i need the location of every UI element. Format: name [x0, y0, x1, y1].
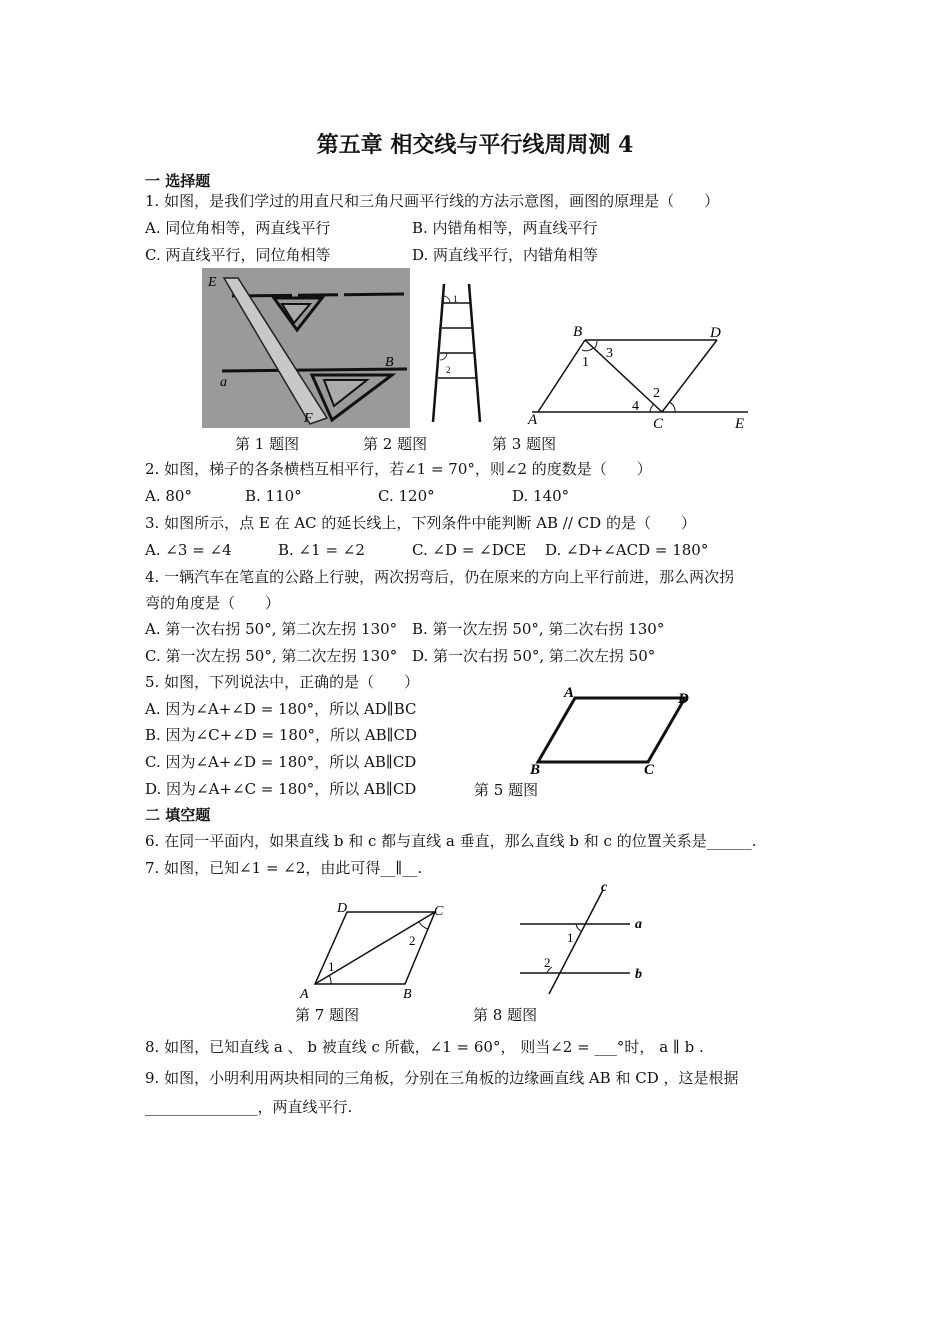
q2-option-b: B. 110°: [245, 487, 302, 505]
fig8-angle-1: 1: [567, 930, 574, 945]
page-title: 第五章 相交线与平行线周周测 4: [316, 132, 634, 158]
fig8-angle-2: 2: [544, 955, 551, 970]
q2-stem: 2. 如图，梯子的各条横档互相平行，若∠1 = 70°，则∠2 的度数是（ ）: [145, 460, 652, 478]
fig3-label-a: A: [528, 412, 538, 428]
fig8-label-a: a: [635, 917, 642, 932]
fig3-label-b: B: [573, 324, 583, 340]
q5-option-c: C. 因为∠A+∠D = 180°，所以 AB∥CD: [145, 753, 417, 771]
section-choice-heading: 一 选择题: [145, 172, 211, 190]
fig8-label-c: c: [601, 880, 608, 895]
q5-stem: 5. 如图，下列说法中，正确的是（ ）: [145, 673, 420, 691]
caption-figure-2: 第 2 题图: [363, 435, 428, 453]
fig7-label-b: B: [403, 987, 412, 1002]
q1-option-d: D. 两直线平行，内错角相等: [412, 246, 599, 264]
fig3-label-e: E: [735, 416, 745, 430]
q1-option-b: B. 内错角相等，两直线平行: [412, 219, 598, 237]
q8-stem: 8. 如图，已知直线 a 、 b 被直线 c 所截，∠1 = 60°， 则当∠2 = ___°时， a ∥ b .: [145, 1038, 704, 1056]
figure-1-ruler-triangle: [202, 268, 410, 428]
fig3-label-c: C: [653, 416, 664, 430]
fig5-label-d: D: [678, 691, 689, 707]
q4-option-d: D. 第一次右拐 50°, 第二次左拐 50°: [412, 647, 656, 665]
caption-figure-5: 第 5 题图: [474, 781, 539, 799]
figure-5-parallelogram: [520, 682, 710, 777]
q2-option-a: A. 80°: [145, 487, 192, 505]
fig3-angle-1: 1: [582, 355, 589, 370]
q5-option-b: B. 因为∠C+∠D = 180°，所以 AB∥CD: [145, 726, 418, 744]
fig3-label-d: D: [710, 325, 721, 341]
fig5-label-b: B: [530, 762, 541, 777]
figure-3-parallelogram: [520, 320, 760, 430]
fig1-label-e: E: [208, 275, 217, 290]
q5-option-a: A. 因为∠A+∠D = 180°，所以 AD∥BC: [145, 700, 417, 718]
q1-option-c: C. 两直线平行，同位角相等: [145, 246, 331, 264]
fig7-label-a: A: [300, 987, 309, 1002]
q3-option-b: B. ∠1 = ∠2: [278, 541, 365, 559]
fig3-angle-2: 2: [653, 386, 660, 401]
fig7-angle-2: 2: [409, 933, 416, 948]
fig8-label-b: b: [635, 967, 642, 982]
q4-option-b: B. 第一次左拐 50°, 第二次右拐 130°: [412, 620, 665, 638]
q9-stem-line2: _______________，两直线平行.: [145, 1098, 353, 1116]
q3-option-c: C. ∠D = ∠DCE: [412, 541, 527, 559]
figure-2-ladder: [428, 280, 498, 425]
fig5-label-a: A: [564, 685, 575, 701]
q5-option-d: D. 因为∠A+∠C = 180°，所以 AB∥CD: [145, 780, 417, 798]
q1-option-a: A. 同位角相等，两直线平行: [145, 219, 331, 237]
q4-option-c: C. 第一次左拐 50°, 第二次左拐 130°: [145, 647, 398, 665]
q4-stem-line2: 弯的角度是（ ）: [145, 594, 281, 612]
fig5-label-c: C: [644, 762, 655, 777]
fig2-angle-1: 1: [453, 294, 458, 304]
figure-7-parallelogram: [295, 898, 455, 1003]
q6-stem: 6. 在同一平面内，如果直线 b 和 c 都与直线 a 垂直，那么直线 b 和 c 的位置关系是______.: [145, 832, 757, 850]
fig2-angle-2: 2: [446, 365, 451, 375]
q3-stem: 3. 如图所示，点 E 在 AC 的延长线上，下列条件中能判断 AB // CD 的是（ ）: [145, 514, 696, 532]
fig7-label-c: C: [434, 904, 444, 919]
q9-stem-line1: 9. 如图，小明利用两块相同的三角板，分别在三角板的边缘画直线 AB 和 CD ，这是根据: [145, 1069, 739, 1087]
fig3-angle-3: 3: [606, 346, 613, 361]
q2-option-c: C. 120°: [378, 487, 435, 505]
section-fill-heading: 二 填空题: [145, 806, 211, 824]
q4-option-a: A. 第一次右拐 50°, 第二次左拐 130°: [145, 620, 398, 638]
fig7-angle-1: 1: [328, 959, 335, 974]
fig1-label-b: B: [385, 355, 394, 370]
caption-figure-3: 第 3 题图: [492, 435, 557, 453]
caption-figure-7: 第 7 题图: [295, 1006, 360, 1024]
fig1-label-a: a: [220, 375, 227, 390]
fig3-angle-4: 4: [632, 399, 639, 414]
caption-figure-8: 第 8 题图: [473, 1006, 538, 1024]
caption-figure-1: 第 1 题图: [235, 435, 300, 453]
fig1-label-f: F: [304, 411, 313, 426]
q2-option-d: D. 140°: [512, 487, 570, 505]
q3-option-a: A. ∠3 = ∠4: [145, 541, 232, 559]
fig7-label-d: D: [337, 901, 348, 916]
figure-8-transversal: [515, 880, 660, 995]
q7-stem: 7. 如图，已知∠1 = ∠2，由此可得__∥__.: [145, 859, 423, 877]
q4-stem-line1: 4. 一辆汽车在笔直的公路上行驶，两次拐弯后，仍在原来的方向上平行前进，那么两次拐: [145, 568, 735, 586]
q3-option-d: D. ∠D+∠ACD = 180°: [545, 541, 709, 559]
q1-stem: 1. 如图，是我们学过的用直尺和三角尺画平行线的方法示意图，画图的原理是（ ）: [145, 192, 720, 210]
